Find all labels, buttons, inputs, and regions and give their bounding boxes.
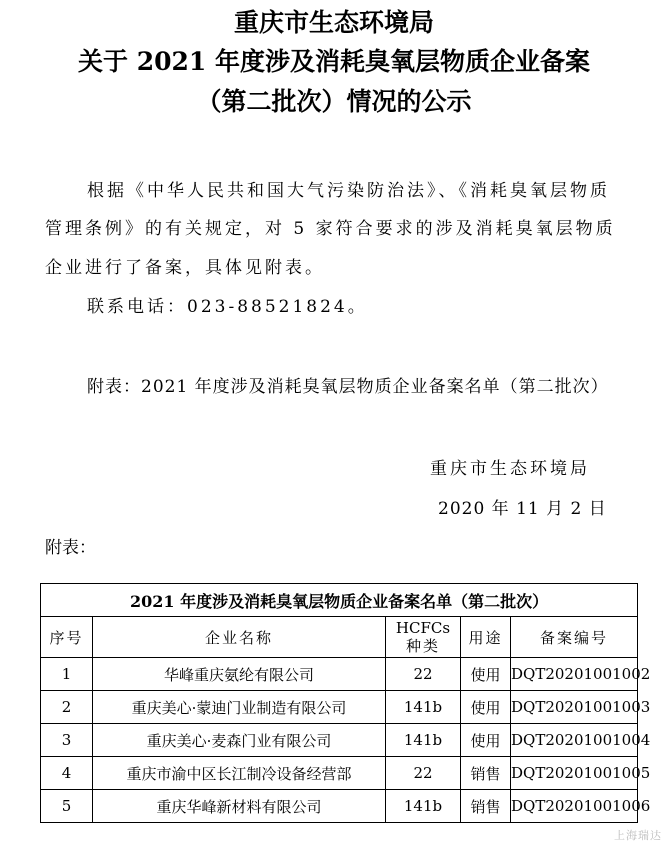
header-use: 用途	[461, 617, 511, 658]
cell-type: 22	[386, 757, 461, 790]
cell-company: 重庆市渝中区长江制冷设备经营部	[93, 757, 386, 790]
body-paragraph-line-2: 管理条例》的有关规定，对 5 家符合要求的涉及消耗臭氧层物质	[45, 219, 616, 239]
cell-no: 1	[41, 658, 93, 691]
cell-no: 5	[41, 790, 93, 823]
cell-use: 使用	[461, 724, 511, 757]
header-hcfc-line-1: HCFCs	[395, 619, 451, 637]
cell-type: 141b	[386, 790, 461, 823]
cell-type: 141b	[386, 691, 461, 724]
header-company: 企业名称	[93, 617, 386, 658]
header-hcfc-line-2: 种类	[405, 637, 440, 655]
cell-no: 2	[41, 691, 93, 724]
title-line-1: 重庆市生态环境局	[233, 8, 434, 37]
cell-no: 4	[41, 757, 93, 790]
header-code: 备案编号	[511, 617, 638, 658]
cell-code: DQT20201001005	[511, 757, 638, 790]
cell-use: 使用	[461, 691, 511, 724]
contact-phone: 联系电话：023-88521824。	[87, 297, 368, 317]
table-row	[41, 691, 638, 724]
table-row	[41, 790, 638, 823]
cell-code: DQT20201001006	[511, 790, 638, 823]
cell-use: 使用	[461, 658, 511, 691]
registration-table	[40, 583, 651, 823]
title-line-2: 关于 2021 年度涉及消耗臭氧层物质企业备案	[78, 47, 590, 76]
title-line-3: （第二批次）情况的公示	[196, 87, 472, 116]
cell-code: DQT20201001002	[511, 658, 638, 691]
body-paragraph-line-3: 企业进行了备案，具体见附表。	[45, 258, 325, 278]
attachment-note: 附表：2021 年度涉及消耗臭氧层物质企业备案名单（第二批次）	[87, 377, 609, 397]
signature-date: 2020 年 11 月 2 日	[438, 499, 607, 519]
appendix-label: 附表：	[45, 538, 96, 558]
cell-use: 销售	[461, 757, 511, 790]
cell-code: DQT20201001004	[511, 724, 638, 757]
header-hcfc-type	[386, 617, 461, 658]
cell-no: 3	[41, 724, 93, 757]
signature-org: 重庆市生态环境局	[430, 459, 590, 479]
watermark: 上海瑞达	[614, 829, 662, 842]
cell-company: 重庆美心·麦森门业有限公司	[93, 724, 386, 757]
table-row	[41, 757, 638, 790]
table-row	[41, 658, 638, 691]
cell-code: DQT20201001003	[511, 691, 638, 724]
cell-use: 销售	[461, 790, 511, 823]
cell-type: 141b	[386, 724, 461, 757]
header-no: 序号	[41, 617, 93, 658]
cell-company: 重庆美心·蒙迪门业制造有限公司	[93, 691, 386, 724]
body-paragraph-line-1: 根据《中华人民共和国大气污染防治法》、《消耗臭氧层物质	[87, 181, 610, 201]
cell-type: 22	[386, 658, 461, 691]
cell-company: 华峰重庆氨纶有限公司	[93, 658, 386, 691]
table-row	[41, 724, 638, 757]
cell-company: 重庆华峰新材料有限公司	[93, 790, 386, 823]
table-caption: 2021 年度涉及消耗臭氧层物质企业备案名单（第二批次）	[41, 584, 638, 617]
